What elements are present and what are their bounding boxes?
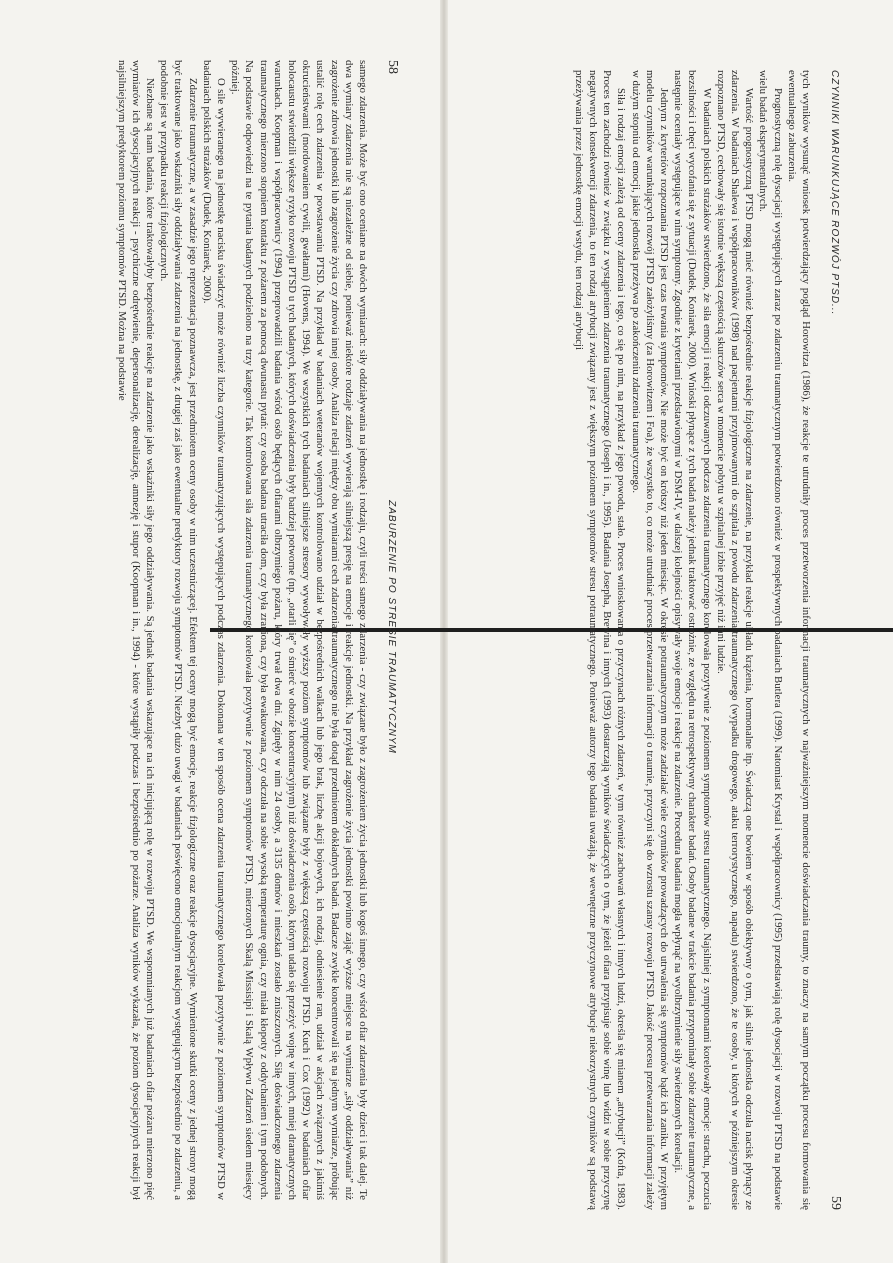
paragraph: Zdarzenie traumatyczne, a w zasadzie jego reprezentacja poznawcza, jest przedmiotem oceny osoby w nim uczestniczącej. Efektem tej oceny mogą być emocje, reakcje fizjologiczne oraz reakcje dysocjacyjne. Wymienione skutki oceny z jednej strony mogą być traktowane jako wskaźniki siły oddziaływania zdarzenia na jednostkę, z drugiej zaś jako ewentualne predyktory rozwoju symptomów PTSD. Niezbyt dużo uwagi w badaniach poświęcono emocjonalnym reakcjom występującym bezpośrednio po zdarzeniu, a podobnie jest w przypadku reakcji fizjologicznych. bbox=[158, 60, 199, 1200]
paragraph: Jednym z kryteriów rozpoznania PTSD jest czas trwania symptomów. Nie może być on krótszy niż jeden miesiąc. W okresie potraumatycznym może zadziałać wiele czynników prowadzących do utrwalenia się symptomów bądź ich zaniku. W przyjętym modelu czynników warunkujących rozwój PTSD założyliśmy (za Horowitzem i Foa), że wszystko to, co może utrudniać proces przetwarzania informacji o traumie, przyczyni się do wzrostu szansy rozwoju PTSD. Jakość procesu przetwarzania informacji zależy w dużym stopniu od emocji, jakie jednostka przeżywa po zakończeniu zdarzenia traumatycznego. bbox=[629, 70, 670, 1210]
paragraph: tych wyników wysunąć wniosek potwierdzający pogląd Horowitza (1986), że reakcje te utrudniły proces przetworzenia informacji traumatycznych w najważniejszym momencie doświadczania traumy, to znaczy na samym początku procesu formowania się ewentualnego zaburzenia. bbox=[785, 70, 812, 1210]
left-page bbox=[0, 0, 440, 1263]
left-page-header bbox=[384, 60, 400, 1200]
page-number: 58 bbox=[385, 60, 400, 74]
paragraph: Niezbane są nam badania, które traktowałyby bezpośrednie reakcje na zdarzenie jako wskaźniki siły jego oddziaływania. Są jednak badania wskazujące na ich inicjującą rolę w rozwoju PTSD. We wspomnianych już badaniach ofiar pożaru mierzono pięć wymiarów ich dysocjacyjnych reakcji - psychiczne odrętwienie, depersonalizację, derealizację, amnezję i stupor (Koopman i in., 1994) - które wystąpiły podczas i bezpośrednio po pożarze. Analiza wyników wykazała, że poziom dysocjacyjnych reakcji był najsilniejszym predyktorem poziomu symptomów PTSD. Można na podstawie bbox=[115, 60, 156, 1200]
paragraph: Siła i rodzaj emocji zależą od oceny zdarzenia i tego, co się po nim, na przykład z jego powodu, stało. Proces wnioskowania o przyczynach różnych zdarzeń, w tym również zachowań własnych i innych ludzi, określa się mianem „atrybucji” (Kofta, 1983). Proces ten zachodzi również w związku z wystąpieniem zdarzenia traumatycznego (Joseph i in., 1995). Badania Josepha, Brewina i innych (1993) dostarczają wyników świadczących o tym, że jeżeli ofiara przypisuje sobie winę lub widzi w sobie przyczynę negatywnych konsekwencji zdarzenia, to ten rodzaj atrybucji związany jest z większym poziomem symptomów stresu potraumatycznego. Ponieważ autorzy tego badania uważają, że wewnętrzne przyczynowe atrybucje niekorzystnych czynników są podstawą przeżywania przez jednostkę emocji wstydu, ten rodzaj atrybucji bbox=[572, 70, 628, 1210]
running-head: ZABURZENIE PO STRESIE TRAUMATYCZNYM bbox=[386, 500, 397, 754]
left-page-content bbox=[40, 60, 400, 1200]
paragraph: W badaniach polskich strażaków stwierdzono, że siła emocji i reakcji odczuwanych podczas zdarzenia traumatycznego korelowała pozytywnie z poziomem symptomów stresu traumatycznego. Najsilniej z symptomami korelowały emocje: strachu, poczucia bezsilności i chęci wycofania się z sytuacji (Dudek, Koniarek, 2000). Wnioski płynące z tych badań należy jednak traktować ostrożnie, ze względu na retrospektywny charakter badań. Osoby badane w trakcie badania przypominały sobie zdarzenie traumatyczne, a następnie oceniały występujące w nim symptomy. Zgodnie z kryteriami przedstawionymi w DSM-IV, w dalszej kolejności opisywały swoje emocje i reakcje na zdarzenie. Procedura badania mogła wpłynąć na wyolbrzymienie siły stwierdzonych korelacji. bbox=[672, 70, 713, 1210]
right-page-content bbox=[483, 70, 843, 1210]
paragraph: O sile wywieranego na jednostkę nacisku świadczyć może również liczba czynników traumatyzujących występujących podczas zdarzenia. Dokonana w ten sposób ocena zdarzenia traumatycznego korelowała pozytywnie z poziomem symptomów PTSD w badaniach polskich strażaków (Dudek, Koniarek, 2000). bbox=[200, 60, 227, 1200]
right-page-header bbox=[827, 70, 843, 1210]
running-head: CZYNNIKI WARUNKUJĄCE ROZWÓJ PTSD... bbox=[829, 70, 840, 316]
right-page bbox=[448, 0, 888, 1263]
page-number: 59 bbox=[828, 1196, 843, 1210]
paragraph: samego zdarzenia. Może być ono oceniane na dwóch wymiarach: siły oddziaływania na jednostkę i rodzaju, czyli treści samego zdarzenia - czy związane było z zagrożeniem życia jednostki lub kogoś innego, czy wśród ofiar zdarzenia były dzieci i tak dalej. Te dwa wymiary zdarzenia nie są niezależne od siebie, ponieważ niektóre rodzaje zdarzeń wywierają silniejszą presję na emocje i reakcje jednostki. Na przykład zagrożenie życia jednostki powinno zająć wyższe miejsce na wymiarze „siły oddziaływania” niż zagrożenie zdrowia jednostki lub zagrożenie życia czy zdrowia innej osoby. Analiza relacji między obu wymiarami cech zdarzenia traumatycznego nie była dotąd przedmiotem dokładnych badań. Badacze zwykle koncentrowali się na jednym wymiarze, próbując ustalić rolę cech zdarzenia w powstawaniu PTSD. Na przykład w badaniach weteranów wojennych kontrolowano udział w bezpośrednich walkach lub jego brak, liczbę akcji bojowych, ich rodzaj, odniesienie ran, udział w akcjach związanych z jakimiś okrucieństwami (mordowaniem cywili, gwałtami) (Hovens, 1994). We wszystkich tych badaniach silniejsze stresory wywoływały wyższy poziom symptomów lub związane były z większą częstością rozwoju PTSD. Kuch i Cox (1992) w badaniach ofiar holocaustu stwierdzili większe ryzyko rozwoju PTSD u tych badanych, których doświadczenia były bardziej potworne (np. „otarli się” o śmierć w obozie koncentracyjnym) niż doświadczenia osób, którym udało się przeżyć wojnę w innych, mniej dramatycznych warunkach. Koopman i współpracownicy (1994) przeprowadzili badania wśród osób będących ofiarami olbrzymiego pożaru, który trwał dwa dni. Zginęły w nim 24 osoby, a 3135 domów i mieszkań zostało zniszczonych. Siłę doświadczonego zdarzenia traumatycznego mierzono stopniem kontaktu z pożarem za pomocą dwunastu pytań: czy osoba badana utraciła dom, czy była zraniona, czy była ewakuowana, czy odczuła na sobie wysoką temperaturę ognia, czy miała kłopoty z oddychaniem i tym podobnych. Na podstawie odpowiedzi na te pytania badanych podzielono na trzy kategorie. Tak kontrolowana siła zdarzenia traumatycznego korelowała pozytywnie z poziomem symptomów PTSD, mierzonych Skalą Missisipi i Skalą Wpływu Zdarzeń siedem miesięcy później. bbox=[229, 60, 369, 1200]
paragraph: Wartość prognostyczną PTSD mogą mieć również bezpośrednie reakcje fizjologiczne na zdarzenie, na przykład reakcje układu krążenia, hormonalne itp. Świadczą one bowiem w sposób obiektywny o tym, jak silnie jednostka odczuła nacisk płynący ze zdarzenia. W badaniach Shalewa i współpracowników (1998) nad pacjentami przyjmowanymi do szpitala z powodu zdarzenia traumatycznego (wypadku drogowego, ataku terrorystycznego, napadu) stwierdzono, że te osoby, u których w późniejszym okresie rozpoznano PTSD, cechowały się istotnie większą częstością skurczów serca w momencie pobytu w szpitalnej izbie przyjęć niż inni ludzie. bbox=[714, 70, 756, 1210]
paragraph: Prognostyczną rolę dysocjacji występujących zaraz po zdarzeniu traumatycznym potwierdzono również w prospektywnych badaniach Butlera (1999). Natomiast Krystal i współpracownicy (1995) przedstawiają rolę dysocjacji w rozwoju PTSD na podstawie wielu badań eksperymentalnych. bbox=[757, 70, 784, 1210]
